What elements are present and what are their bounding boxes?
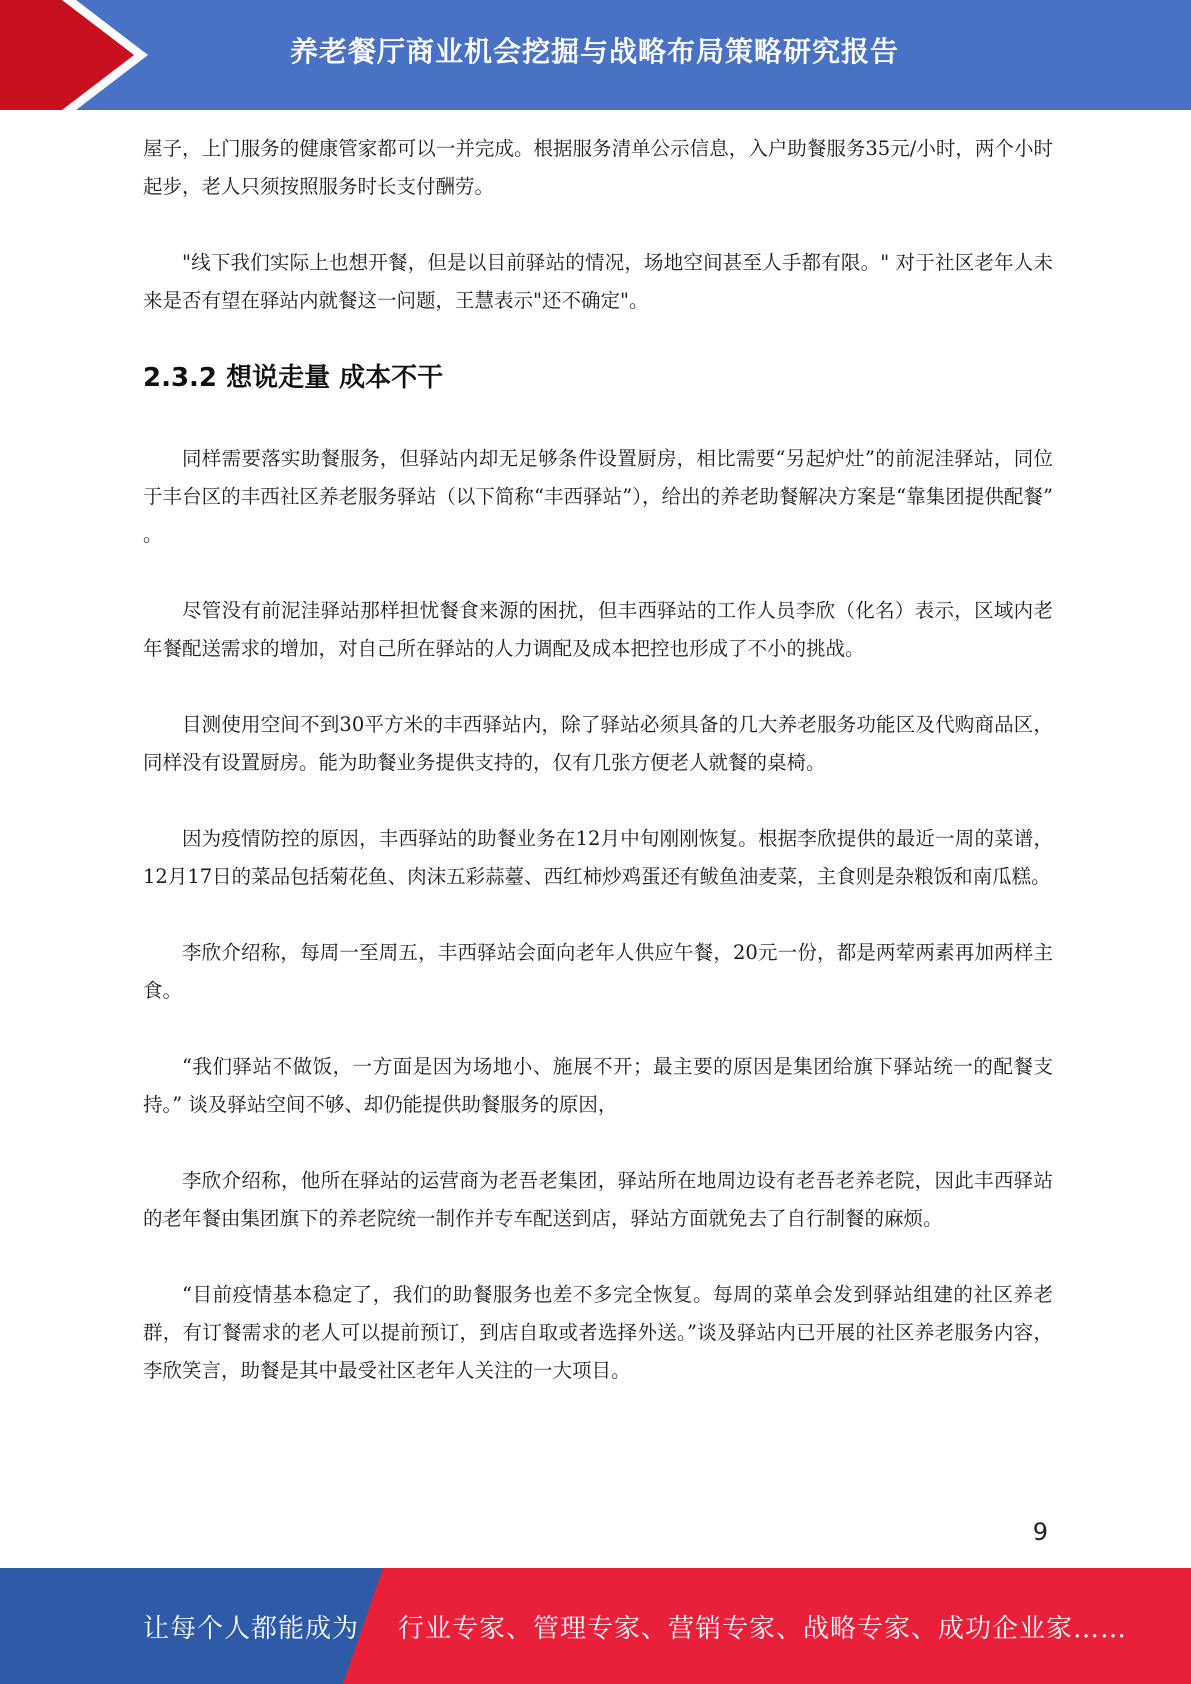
paragraph-5: 目测使用空间不到30平方米的丰西驿站内，除了驿站必须具备的几大养老服务功能区及代购商品区，同样没有设置厨房。能为助餐业务提供支持的，仅有几张方便老人就餐的桌椅。 [143,713,1053,774]
paragraph-9: 李欣介绍称，他所在驿站的运营商为老吾老集团，驿站所在地周边设有老吾老养老院，因此丰西驿站的老年餐由集团旗下的养老院统一制作并专车配送到店，驿站方面就免去了自行制餐的麻烦。 [143,1169,1053,1230]
paragraph-10: “目前疫情基本稳定了，我们的助餐服务也差不多完全恢复。每周的菜单会发到驿站组建的社区养老群，有订餐需求的老人可以提前预订，到店自取或者选择外送。”谈及驿站内已开展的社区养老服务内容，李欣笑言，助餐是其中最受社区老年人关注的一大项目。 [143,1283,1053,1382]
footer-slogan-left: 让每个人都能成为 [143,1613,360,1644]
paragraph-1: 屋子，上门服务的健康管家都可以一并完成。根据服务清单公示信息，入户助餐服务35元/小时，两个小时起步，老人只须按照服务时长支付酬劳。 [143,137,1053,198]
paragraph-2: "线下我们实际上也想开餐，但是以目前驿站的情况，场地空间甚至人手都有限。" 对于社区老年人未来是否有望在驿站内就餐这一问题，王慧表示"还不确定"。 [143,251,1053,312]
page-footer [0,1568,1191,1684]
paragraph-7: 李欣介绍称，每周一至周五，丰西驿站会面向老年人供应午餐，20元一份，都是两荤两素再加两样主食。 [143,941,1053,1002]
paragraph-8: “我们驿站不做饭，一方面是因为场地小、施展不开；最主要的原因是集团给旗下驿站统一的配餐支持。” 谈及驿站空间不够、却仍能提供助餐服务的原因， [143,1055,1053,1116]
paragraph-6: 因为疫情防控的原因，丰西驿站的助餐业务在12月中旬刚刚恢复。根据李欣提供的最近一周的菜谱，12月17日的菜品包括菊花鱼、肉沫五彩蒜薹、西红柿炒鸡蛋还有鲅鱼油麦菜，主食则是杂粮饭和南瓜糕。 [143,827,1053,888]
section-heading: 2.3.2 想说走量 成本不干 [143,363,444,393]
report-title: 养老餐厅商业机会挖掘与战略布局策略研究报告 [290,35,900,68]
paragraph-3: 同样需要落实助餐服务，但驿站内却无足够条件设置厨房，相比需要“另起炉灶”的前泥洼驿站，同位于丰台区的丰西社区养老服务驿站（以下简称“丰西驿站”），给出的养老助餐解决方案是“靠集团提供配餐” 。 [143,447,1053,546]
page-number: 9 [1032,1518,1048,1546]
footer-slogan-right: 行业专家、管理专家、营销专家、战略专家、成功企业家…… [398,1613,1128,1644]
paragraph-4: 尽管没有前泥洼驿站那样担忧餐食来源的困扰，但丰西驿站的工作人员李欣（化名）表示，区域内老年餐配送需求的增加，对自己所在驿站的人力调配及成本把控也形成了不小的挑战。 [143,599,1053,660]
page-header [0,0,1191,110]
document-body [143,130,1053,1428]
